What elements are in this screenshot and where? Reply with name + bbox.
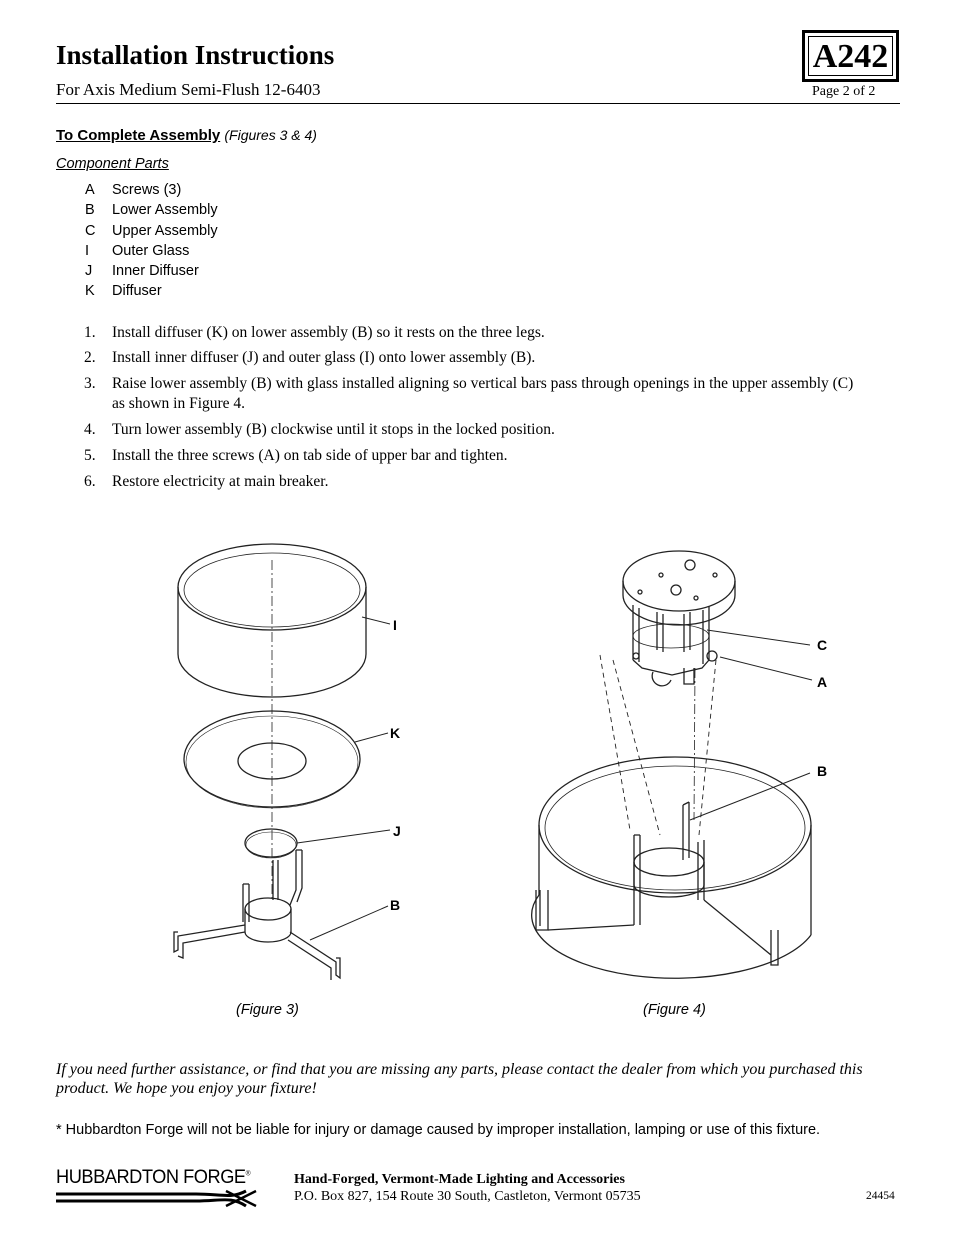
part-letter: C — [85, 223, 96, 239]
part-letter: K — [85, 283, 95, 299]
figure4-label-c: C — [817, 637, 828, 653]
figure-4-caption: (Figure 4) — [643, 1002, 706, 1018]
outer-glass-installed-illustration — [532, 757, 811, 978]
list-item — [85, 263, 199, 283]
step-text: Turn lower assembly (B) clockwise until it stops in the locked position. — [112, 421, 555, 438]
inner-diffuser-illustration — [245, 829, 297, 858]
part-name: Inner Diffuser — [112, 263, 199, 279]
figure4-label-a: A — [817, 674, 828, 690]
document-code: A242 — [808, 36, 893, 76]
list-item — [85, 283, 162, 303]
part-name: Upper Assembly — [112, 223, 218, 239]
figure4-label-b: B — [817, 763, 828, 779]
step-number: 2. — [84, 349, 96, 366]
figure-4-drawing — [532, 551, 812, 978]
step-number: 1. — [84, 324, 96, 341]
diffuser-illustration — [184, 711, 360, 808]
lower-assembly-illustration — [174, 850, 340, 980]
figure-3-drawing — [174, 544, 390, 980]
list-item — [85, 202, 218, 222]
figure-3-caption: (Figure 3) — [236, 1002, 299, 1018]
part-name: Lower Assembly — [112, 202, 218, 218]
part-name: Screws (3) — [112, 182, 182, 198]
company-tagline: Hand-Forged, Vermont-Made Lighting and Accessories — [294, 1172, 625, 1187]
step-text: Restore electricity at main breaker. — [112, 473, 329, 490]
part-letter: B — [85, 202, 95, 218]
figure3-label-j: J — [393, 823, 401, 839]
step-text: Raise lower assembly (B) with glass installed aligning so vertical bars pass through openings in the upper assembly (C) as shown in Figure 4. — [112, 375, 854, 412]
section-heading — [56, 127, 317, 144]
list-item — [85, 182, 181, 202]
step-text: Install inner diffuser (J) and outer glass (I) onto lower assembly (B). — [112, 349, 536, 366]
document-code-box — [802, 30, 899, 82]
part-name: Diffuser — [112, 283, 162, 299]
figure3-label-b: B — [390, 897, 401, 913]
assistance-note: If you need further assistance, or find that you are missing any parts, please contact the dealer from which you purchased this product. We hope you enjoy your fixture! — [56, 1061, 863, 1097]
lower-assembly-installed-illustration — [536, 802, 778, 965]
step-number: 5. — [84, 447, 96, 464]
step-text: Install diffuser (K) on lower assembly (B) so it rests on the three legs. — [112, 324, 545, 341]
figure3-label-i: I — [393, 617, 397, 633]
outer-glass-illustration — [178, 544, 366, 697]
liability-note: * Hubbardton Forge will not be liable for injury or damage caused by improper installation, lamping or use of this fixture. — [56, 1122, 821, 1138]
step-number: 6. — [84, 473, 96, 490]
document-title: Installation Instructions — [56, 40, 335, 70]
logo-crossed-tongs-icon — [56, 1189, 261, 1209]
company-logo-text: HUBBARDTON FORGE — [56, 1167, 246, 1188]
step-text: Install the three screws (A) on tab side of upper bar and tighten. — [112, 447, 508, 464]
company-address: P.O. Box 827, 154 Route 30 South, Castleton, Vermont 05735 — [294, 1189, 641, 1204]
document-number: 24454 — [866, 1190, 895, 1202]
page-number: Page 2 of 2 — [812, 84, 876, 99]
step-number: 3. — [84, 375, 96, 392]
figure3-label-k: K — [390, 725, 401, 741]
part-letter: I — [85, 243, 90, 259]
company-logo — [56, 1167, 250, 1189]
step-number: 4. — [84, 421, 96, 438]
document-subtitle: For Axis Medium Semi-Flush 12-6403 — [56, 80, 321, 99]
list-item — [85, 243, 189, 263]
header-divider — [56, 103, 900, 104]
part-letter: J — [85, 263, 93, 279]
part-letter: A — [85, 182, 95, 198]
section-title: To Complete Assembly — [56, 127, 221, 144]
registered-mark: ® — [245, 1170, 251, 1178]
list-item — [85, 223, 218, 243]
section-figures-ref: (Figures 3 & 4) — [224, 127, 317, 143]
component-parts-heading: Component Parts — [56, 156, 169, 172]
part-name: Outer Glass — [112, 243, 190, 259]
upper-assembly-illustration — [623, 551, 735, 686]
